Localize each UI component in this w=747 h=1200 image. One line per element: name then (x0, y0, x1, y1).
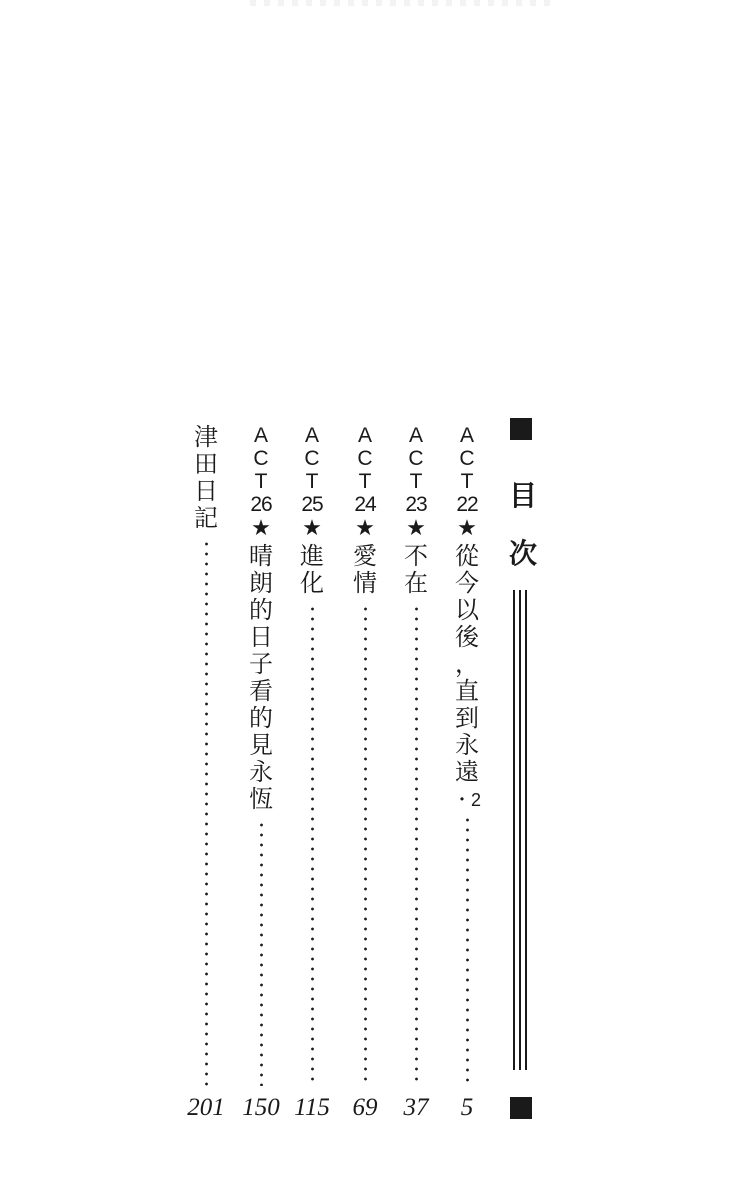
page-number-act23[interactable]: 37 (403, 1094, 429, 1121)
act-prefix-c: C (459, 447, 475, 470)
entry-title-char: 不 (404, 542, 428, 570)
entry-title-char: 直 (454, 677, 479, 705)
act-prefix-t: T (358, 470, 372, 493)
star-icon: ★ (355, 516, 375, 541)
entry-title-char: 看 (249, 677, 273, 705)
entry-title-char: 到 (454, 704, 479, 732)
act-prefix-a: A (357, 424, 372, 447)
act-number: 23 (405, 493, 427, 516)
entry-title-char: 日 (249, 623, 273, 651)
toc-entry-diary[interactable] (186, 425, 226, 1090)
dot-leader (260, 820, 263, 1086)
act-number: 22 (456, 493, 478, 516)
toc-entry-act23[interactable] (396, 425, 436, 1090)
entry-title-char: 後 (454, 623, 479, 651)
act-prefix-a: A (408, 424, 423, 447)
act-prefix-c: C (408, 447, 424, 470)
act-prefix-c: C (357, 447, 373, 470)
star-icon: ★ (457, 516, 477, 541)
entry-title-char: 愛 (353, 542, 377, 570)
dot-leader (205, 539, 208, 1086)
page-number-act26[interactable]: 150 (242, 1094, 280, 1121)
title-rule-3 (525, 590, 527, 1070)
title-rule-2 (519, 590, 521, 1070)
scan-artifact (250, 0, 550, 6)
act-prefix-t: T (409, 470, 423, 493)
act-prefix-t: T (254, 470, 268, 493)
entry-title-char: 日 (194, 477, 218, 505)
title-top-square-icon (510, 418, 532, 440)
title-char-2: 次 (508, 537, 537, 570)
entry-title-char: 以 (454, 596, 479, 624)
act-prefix-a: A (459, 424, 474, 447)
act-prefix-c: C (304, 447, 320, 470)
act-number: 26 (250, 493, 272, 516)
dot-leader (466, 815, 469, 1086)
title-char-1: 目 (508, 479, 537, 512)
entry-title-char: 情 (353, 569, 377, 597)
entry-title-char: 子 (249, 650, 273, 678)
entry-title-char: 進 (300, 542, 324, 570)
entry-title-char: 永 (454, 731, 479, 759)
entry-title-char: 田 (194, 450, 218, 478)
dot-leader (311, 604, 314, 1086)
page-number-act25[interactable]: 115 (294, 1094, 330, 1121)
act-prefix-t: T (460, 470, 474, 493)
page-number-act24[interactable]: 69 (352, 1094, 378, 1121)
toc-entry-act24[interactable] (345, 425, 385, 1090)
dot-leader (364, 604, 367, 1086)
act-number: 24 (354, 493, 376, 516)
dot-leader (415, 604, 418, 1086)
entry-title-char: ， (454, 650, 479, 678)
entry-title-char: 的 (249, 704, 273, 732)
toc-entry-act25[interactable] (292, 425, 332, 1090)
entry-title-char: 在 (404, 569, 428, 597)
act-number: 25 (301, 493, 323, 516)
toc-entry-act26[interactable] (241, 425, 281, 1090)
entry-title-char: 遠 (454, 758, 479, 786)
entry-title-char: 從 (454, 542, 479, 570)
toc-entry-act22[interactable] (447, 425, 487, 1090)
entry-title-char: 今 (454, 569, 479, 597)
act-prefix-a: A (304, 424, 319, 447)
entry-title-char: 的 (249, 596, 273, 624)
entry-title-char: 記 (194, 504, 218, 532)
star-icon: ★ (302, 516, 322, 541)
act-prefix-a: A (253, 424, 268, 447)
act-prefix-t: T (305, 470, 319, 493)
page-number-act22[interactable]: 5 (460, 1094, 474, 1121)
entry-title-char: 永 (249, 758, 273, 786)
entry-title-char: 見 (249, 731, 273, 759)
entry-title-char: 恆 (249, 785, 273, 813)
star-icon: ★ (406, 516, 426, 541)
entry-title-char: 津 (194, 423, 218, 451)
entry-title-char: 化 (300, 569, 324, 597)
title-rule-1 (513, 590, 515, 1070)
entry-title-char: 朗 (249, 569, 273, 597)
page-number-diary[interactable]: 201 (187, 1094, 225, 1121)
entry-subtitle: ・2 (452, 790, 481, 810)
title-bottom-square-icon (510, 1097, 532, 1119)
act-prefix-c: C (253, 447, 269, 470)
star-icon: ★ (251, 516, 271, 541)
entry-title-char: 晴 (249, 542, 273, 570)
